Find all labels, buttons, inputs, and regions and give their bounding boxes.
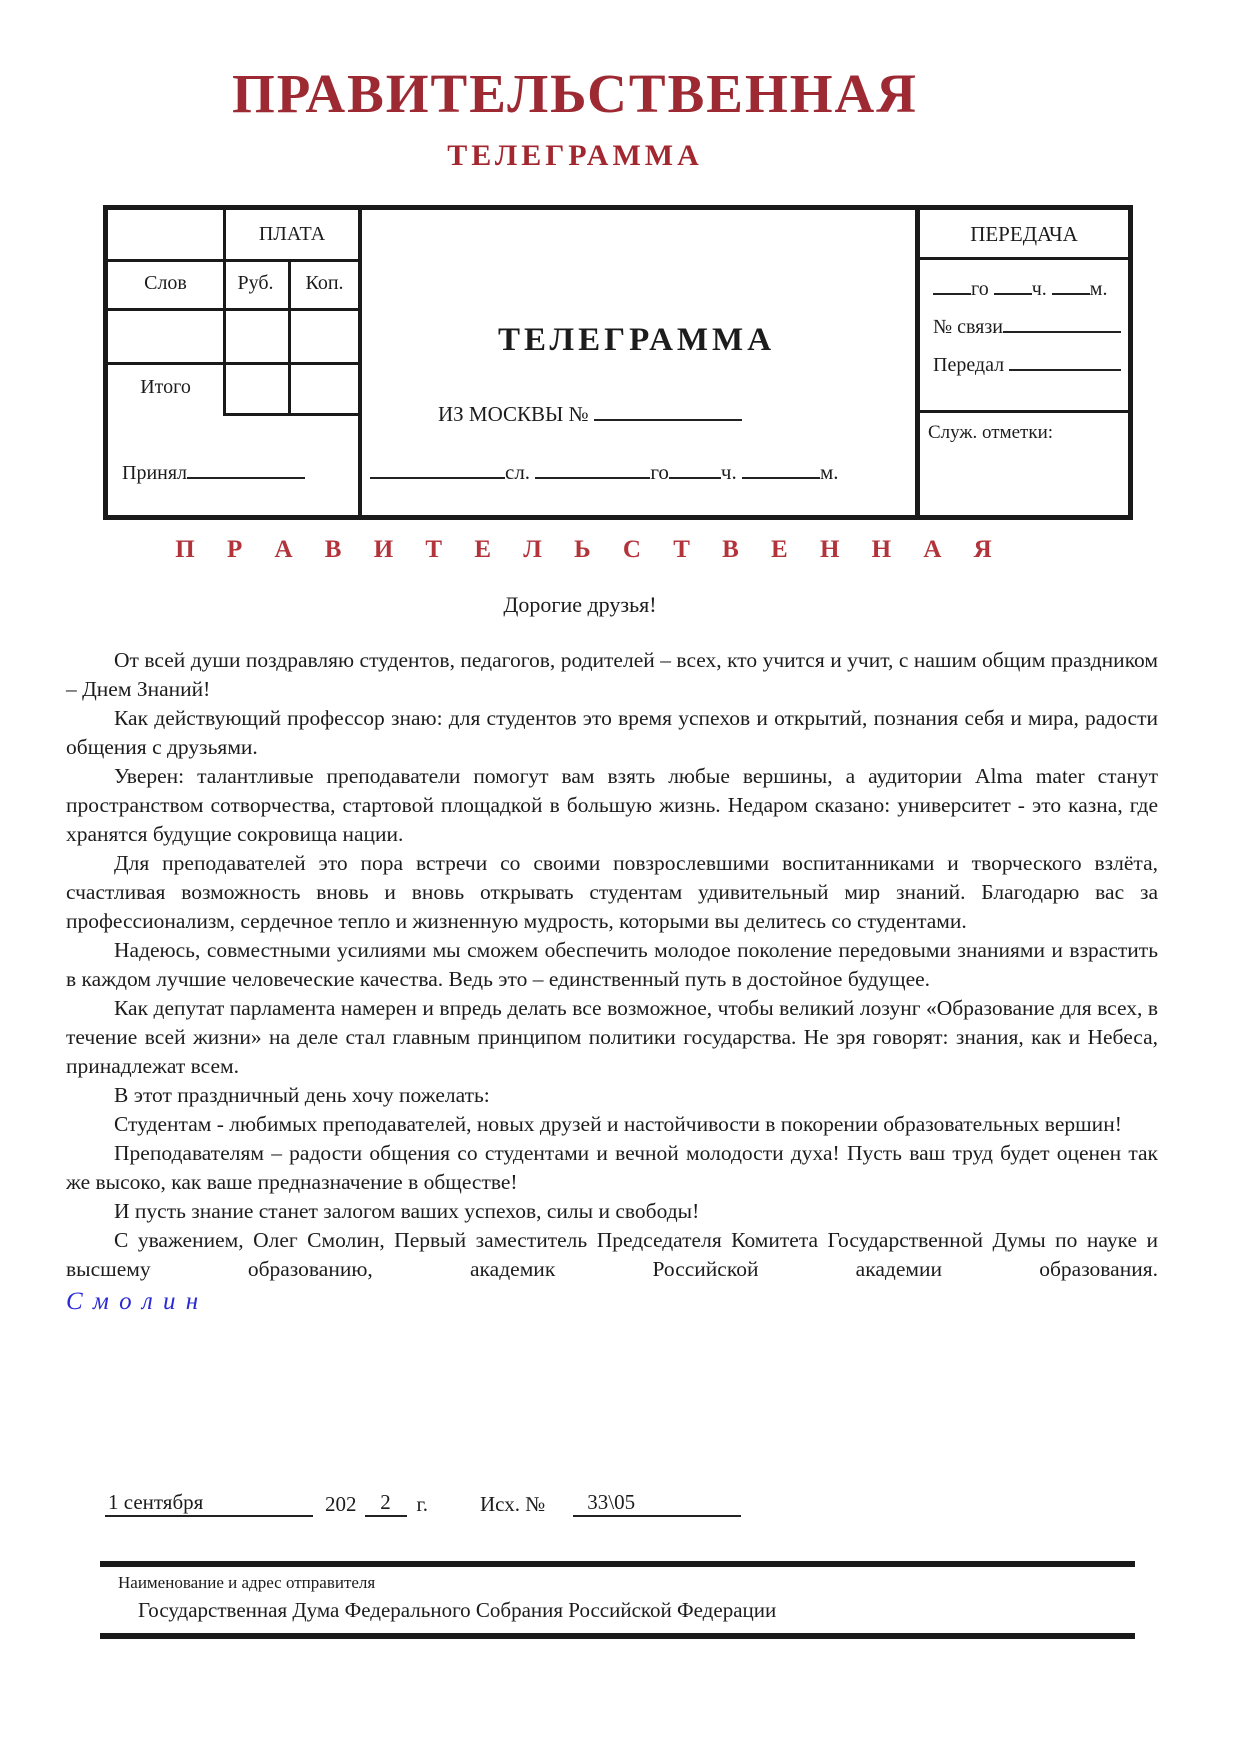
from-moscow-blank <box>594 404 742 421</box>
footer-rule-top <box>100 1561 1135 1567</box>
peredacha-time-row <box>933 278 1107 301</box>
ch-label-2: ч. <box>1031 278 1047 300</box>
paragraph: И пусть знание станет залогом ваших успехов, силы и свободы! <box>114 1199 700 1223</box>
row-line-3 <box>108 362 361 365</box>
sluzh-otmetki-label: Служ. отметки: <box>928 422 1054 443</box>
year-suffix: г. <box>416 1492 428 1516</box>
slov-label: Слов <box>144 272 187 294</box>
kop-label: Коп. <box>305 272 344 294</box>
row-line-1 <box>108 259 361 262</box>
date-value: 1 сентября <box>105 1490 313 1517</box>
paragraph: Преподавателям – радости общения со студентами и вечной молодости духа! Пусть ваш труд будет оценен так же высоко, как ваше предназначение в обществе! <box>66 1141 1158 1194</box>
sl-label: сл. <box>505 460 531 484</box>
paragraph: С уважением, Олег Смолин, Первый заместитель Председателя Комитета Государственной Думы по науке и высшему образованию, академик Российской академии образования. <box>66 1228 1158 1281</box>
footer-rule-bottom <box>100 1633 1135 1639</box>
paragraph: Как действующий профессор знаю: для студентов это время успехов и открытий, познания себя и мира, радости общения с друзьями. <box>66 706 1158 759</box>
svyazi-blank <box>1003 316 1121 333</box>
paragraph: Надеюсь, совместными усилиями мы сможем обеспечить молодое поколение передовыми знаниями и взрастить в каждом лучшие человеческие качества. Ведь это – единственный путь в достойное будущее. <box>66 938 1158 991</box>
paragraph: В этот праздничный день хочу пожелать: <box>114 1083 490 1107</box>
blank-7 <box>1052 278 1090 295</box>
row-line-2 <box>108 308 361 311</box>
divider-middle-right <box>915 210 920 515</box>
ch-label: ч. <box>720 460 737 484</box>
middle-bottom-row <box>370 460 839 485</box>
blank-3 <box>669 462 721 479</box>
blank-4 <box>742 462 820 479</box>
prinyal-row <box>122 462 305 485</box>
blank-1 <box>370 462 505 479</box>
row-line-4 <box>223 413 361 416</box>
date-line <box>105 1490 741 1517</box>
header-title: ПРАВИТЕЛЬСТВЕННАЯ <box>232 63 918 124</box>
peredal-label: Передал <box>933 354 1005 376</box>
paragraph: Уверен: талантливые преподаватели помогут вам взять любые вершины, а аудитории Alma mater станут пространством сотворчества, стартовой площадкой в большую жизнь. Недаром сказано: университет - это казна, где хранятся будущие сокровища нации. <box>66 764 1158 846</box>
from-moscow-label: ИЗ МОСКВЫ № <box>438 402 589 426</box>
from-moscow-row <box>438 402 742 427</box>
ref-label: Исх. № <box>480 1492 546 1516</box>
salutation: Дорогие друзья! <box>503 592 657 617</box>
peredacha-header-line <box>920 257 1128 260</box>
svyazi-label: № связи <box>933 316 1003 338</box>
go-label: го <box>650 460 669 484</box>
year-digit: 2 <box>365 1490 407 1517</box>
year-prefix: 202 <box>325 1492 357 1516</box>
sender-block <box>100 1561 1135 1639</box>
peredal-row <box>933 354 1121 377</box>
paragraph: Как депутат парламента намерен и впредь делать все возможное, чтобы великий лозунг «Образование для всех, в течение всей жизни» на деле стал главным принципом политики государства. Не зря говорят: знания, как и Небеса, принадлежат всем. <box>66 996 1158 1078</box>
form-center-title: ТЕЛЕГРАММА <box>497 322 776 358</box>
document-header <box>0 62 1150 173</box>
prinyal-label: Принял <box>122 462 188 484</box>
signature: С м о л и н <box>66 1288 201 1315</box>
paragraph: От всей души поздравляю студентов, педагогов, родителей – всех, кто учится и учит, с нашим общим праздником – Днем Знаний! <box>66 648 1158 701</box>
paragraph: Для преподавателей это пора встречи со своими повзрослевшими воспитанниками и творческого взлёта, счастливая возможность вновь и вновь открывать студентам удивительный мир знаний. Благодарю вас за профессионализм, сердечное тепло и жизненную мудрость, которыми вы делитесь со студентами. <box>66 851 1158 933</box>
plata-header: ПЛАТА <box>258 223 326 245</box>
blank-6 <box>994 278 1032 295</box>
peredacha-header: ПЕРЕДАЧА <box>970 222 1078 246</box>
svyazi-row <box>933 316 1121 339</box>
itogo-label: Итого <box>140 376 191 398</box>
rub-label: Руб. <box>237 272 274 294</box>
go-label-2: го <box>971 278 989 300</box>
blank-2 <box>535 462 650 479</box>
peredal-blank <box>1009 354 1121 371</box>
m-label-2: м. <box>1089 278 1108 300</box>
blank-5 <box>933 278 971 295</box>
prinyal-blank <box>187 462 305 479</box>
sender-name: Государственная Дума Федерального Собрания Российской Федерации <box>138 1598 777 1622</box>
government-stamp: П Р А В И Т Е Л Ь С Т В Е Н Н А Я <box>175 536 1005 563</box>
telegram-form <box>103 205 1133 520</box>
paragraph: Студентам - любимых преподавателей, новых друзей и настойчивости в покорении образовательных вершин! <box>114 1112 1122 1136</box>
letter-body <box>66 646 1158 1316</box>
m-label: м. <box>819 460 839 484</box>
sender-caption: Наименование и адрес отправителя <box>118 1573 376 1592</box>
ref-number: 33\05 <box>573 1490 741 1517</box>
header-subtitle: ТЕЛЕГРАММА <box>447 139 703 172</box>
peredacha-bottom-line <box>920 410 1128 413</box>
